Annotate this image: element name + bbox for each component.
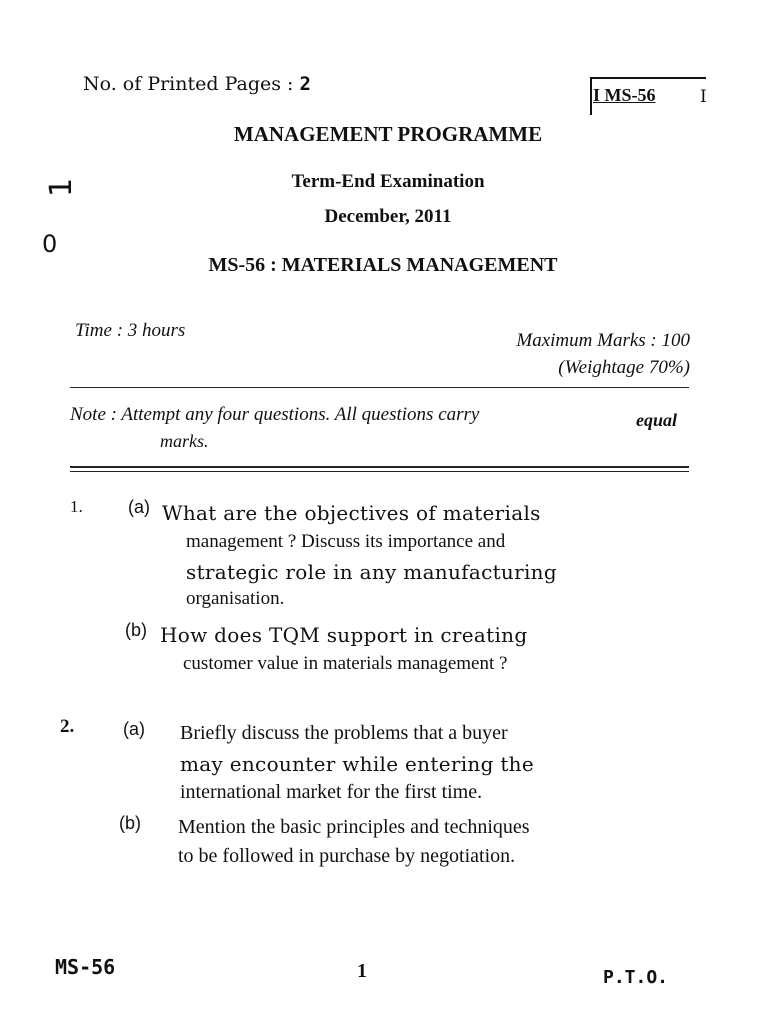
printed-pages-label: No. of Printed Pages : [83,73,294,95]
question-line: international market for the first time. [180,781,483,803]
question-line: to be followed in purchase by negotiation. [178,845,516,867]
question-number: 2. [60,716,75,737]
question-line: strategic role in any manufacturing [186,560,557,584]
programme-title: MANAGEMENT PROGRAMME [233,122,543,146]
divider-double-1 [70,466,689,468]
note-line-2: marks. [160,431,209,451]
note-equal: equal [636,410,678,430]
maximum-marks: Maximum Marks : 100 [516,330,690,351]
margin-mark-zero: 0 [42,230,58,258]
code-box-left-border [590,77,592,115]
question-line: How does TQM support in creating [160,623,528,647]
margin-mark-one: 1 [44,177,80,198]
question-line: customer value in materials management ? [183,653,508,674]
please-turn-over: P.T.O. [603,967,669,988]
printed-pages-line [83,73,311,95]
course-title: MS-56 : MATERIALS MANAGEMENT [208,254,558,276]
printed-pages-count: 2 [299,73,311,95]
note-line-1: Note : Attempt any four questions. All questions carry [70,404,480,425]
question-line: Mention the basic principles and techniques [178,816,530,838]
question-line: Briefly discuss the problems that a buyer [180,722,508,744]
part-label: (b) [125,620,147,640]
exam-month: December, 2011 [324,206,452,227]
question-line: What are the objectives of materials [162,501,541,525]
part-label: (a) [128,497,150,517]
part-label: (b) [119,813,141,833]
paper-code-box [590,77,706,115]
part-label: (a) [123,719,145,739]
question-line: may encounter while entering the [180,752,534,776]
code-box-top-border [590,77,706,79]
paper-code: I MS-56 [593,85,656,105]
question-number: 1. [70,497,83,516]
exam-title: Term-End Examination [291,171,485,192]
time-allowed: Time : 3 hours [75,320,186,341]
footer-paper-code: MS-56 [55,955,116,979]
page-number: 1 [357,960,367,982]
question-line: organisation. [186,588,285,609]
weightage: (Weightage 70%) [558,357,690,378]
divider-top [70,387,689,388]
paper-code-mark: I [700,87,707,107]
divider-double-2 [70,471,689,472]
question-line: management ? Discuss its importance and [186,531,506,552]
